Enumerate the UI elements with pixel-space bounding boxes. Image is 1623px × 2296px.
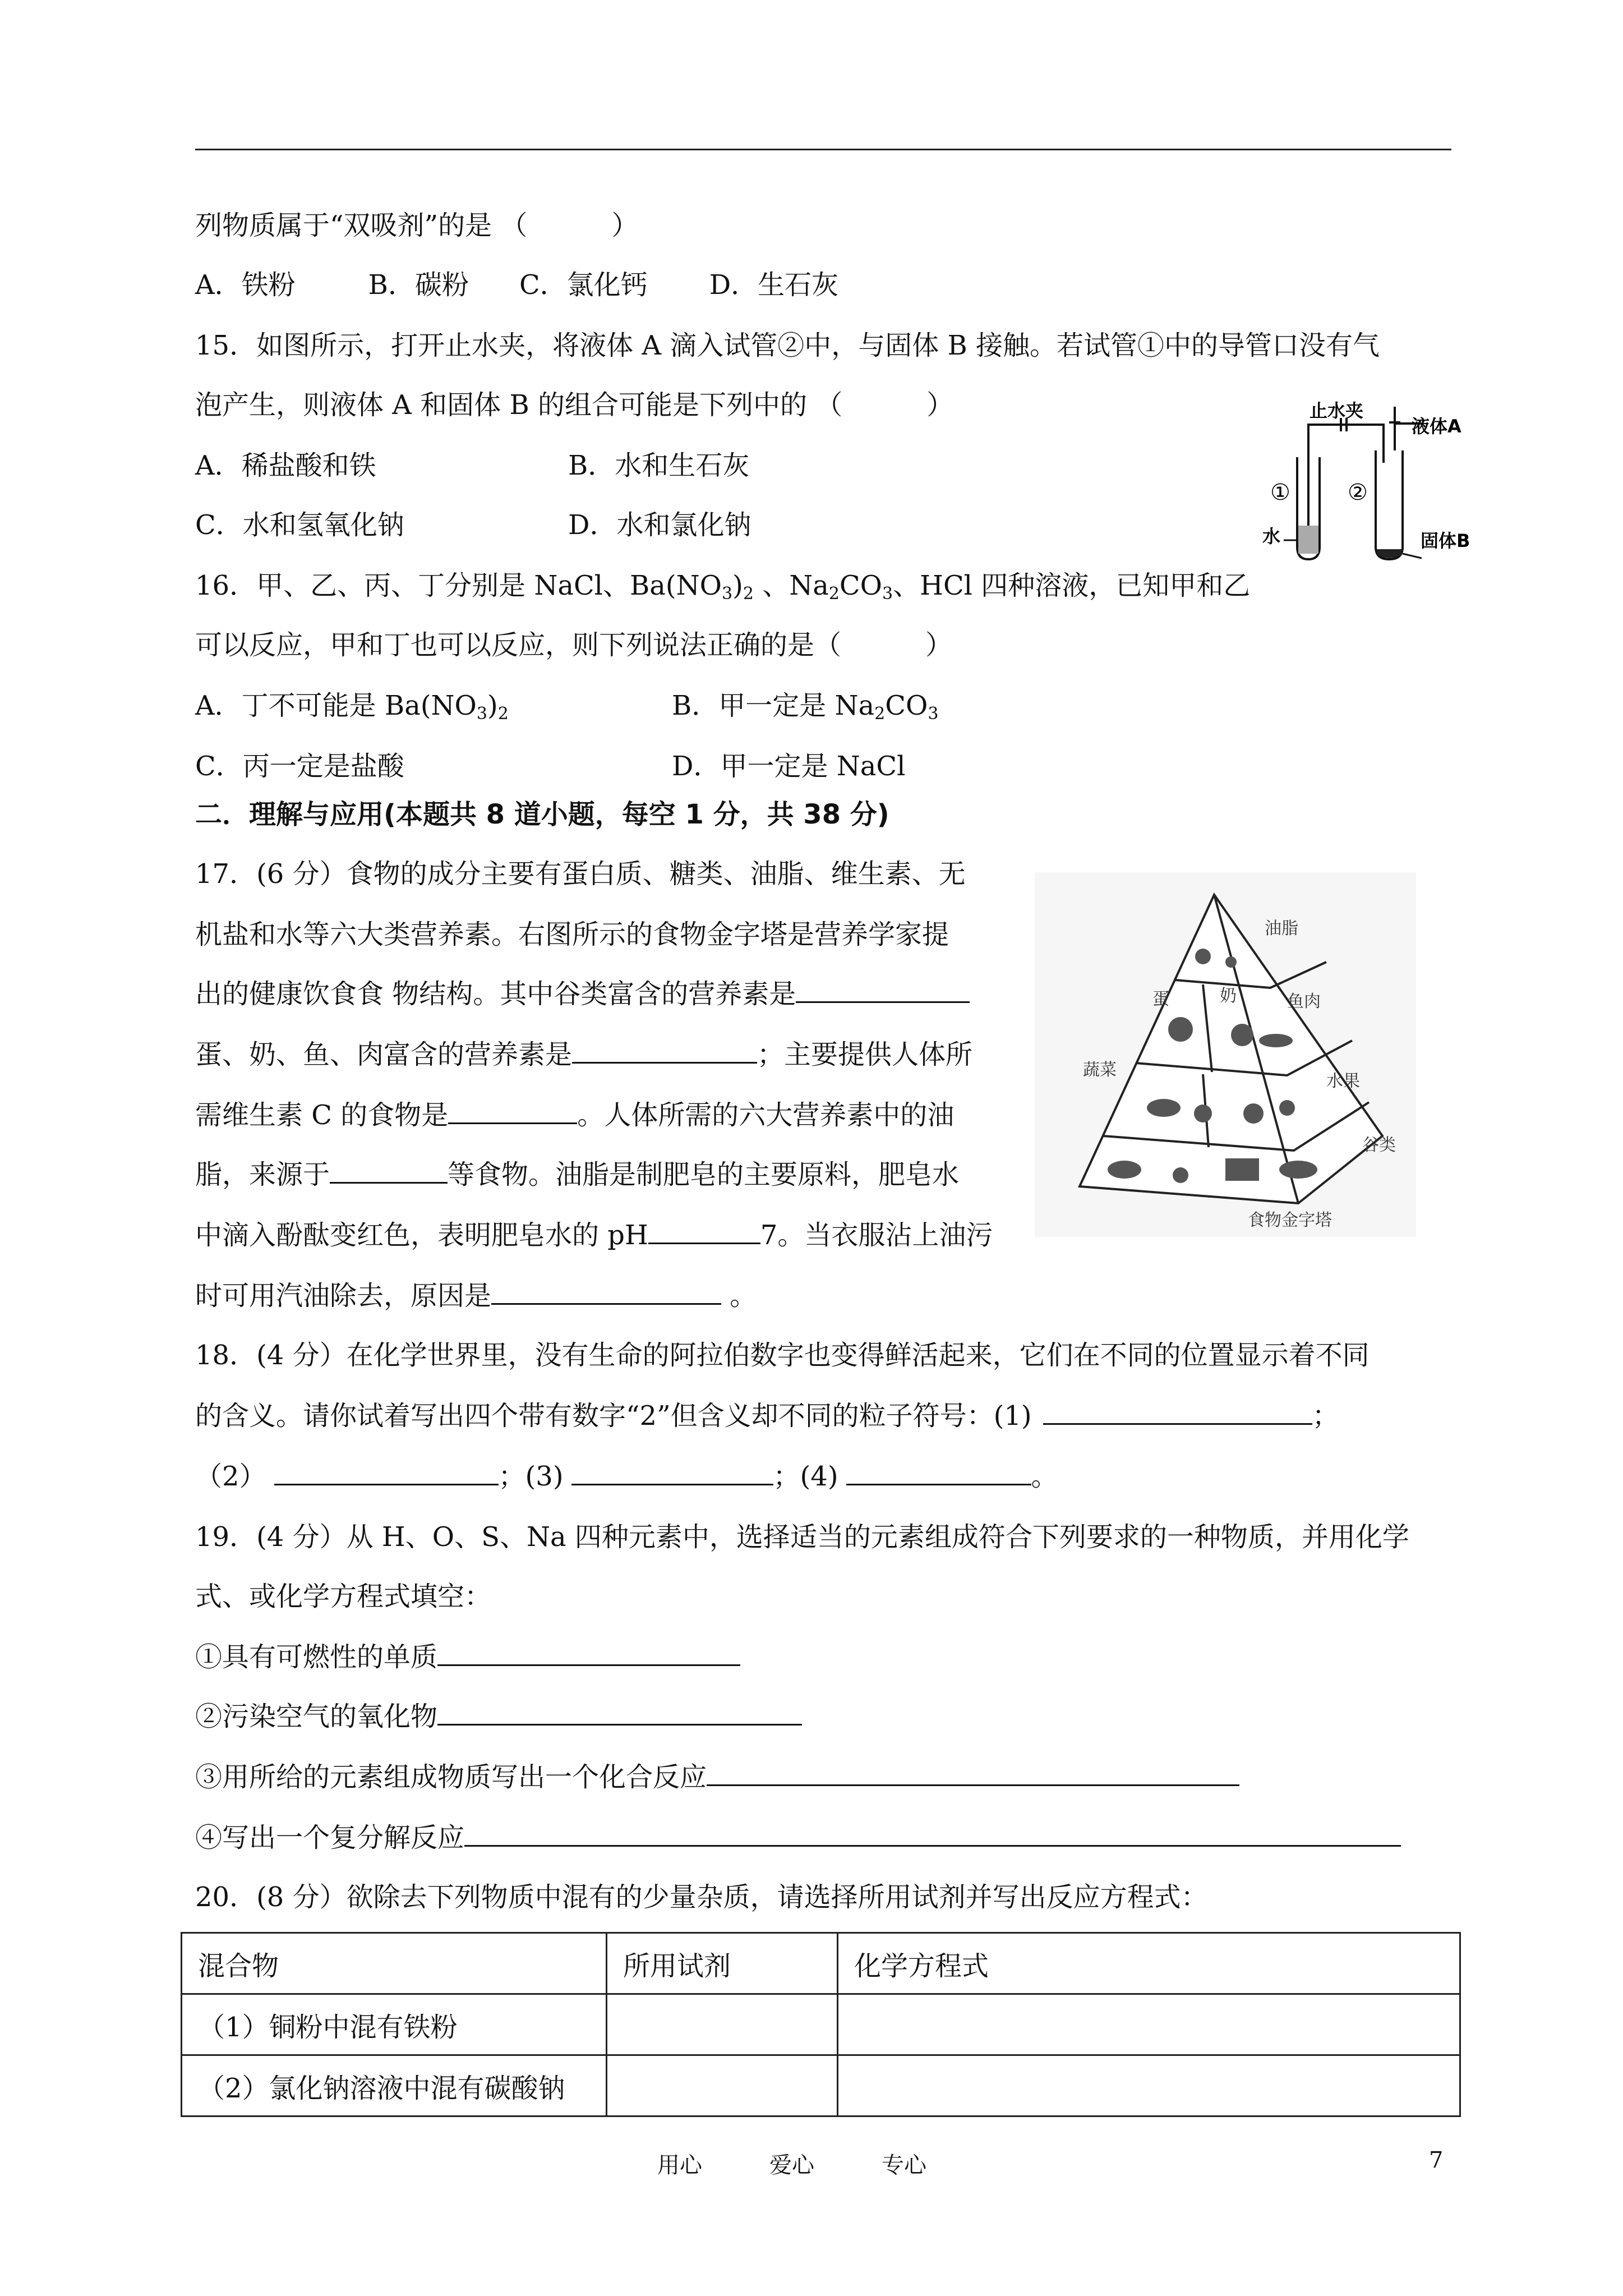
cell-reagent[interactable] bbox=[607, 1994, 838, 2055]
table-row bbox=[182, 2055, 1460, 2116]
answer-blank-pollutant[interactable] bbox=[437, 1700, 802, 1726]
q15-options-cd bbox=[195, 508, 751, 542]
q16-options-ab bbox=[195, 689, 938, 731]
test-tube-figure bbox=[1237, 395, 1472, 564]
option-d: D．水和氯化钠 bbox=[568, 509, 751, 541]
answer-blank-2[interactable] bbox=[274, 1460, 499, 1485]
cell-equation[interactable] bbox=[838, 2055, 1460, 2116]
option-c: C．丙一定是盐酸 bbox=[195, 751, 404, 782]
section-heading: 二．理解与应用(本题共 8 道小题，每空 1 分，共 38 分) bbox=[195, 799, 889, 830]
q14-tail: 列物质属于“双吸剂”的是 （ ） bbox=[195, 210, 639, 241]
option-a: A．丁不可能是 $Ba(NO_3)_2$ bbox=[195, 690, 509, 724]
q19-item3: ③用所给的元素组成物质写出一个化合反应 bbox=[195, 1760, 1239, 1794]
answer-blank-protein[interactable] bbox=[572, 1038, 757, 1064]
header-mixture: 混合物 bbox=[182, 1933, 607, 1994]
footer-motto-3: 专心 bbox=[882, 2152, 926, 2178]
q17-line7: 中滴入酚酞变红色，表明肥皂水的 pH 7。当衣服沾上油污 bbox=[195, 1220, 993, 1251]
tube2-label: ② bbox=[1348, 480, 1368, 505]
liquid-a-label: 液体A bbox=[1412, 416, 1461, 437]
answer-blank-combustible[interactable] bbox=[437, 1641, 740, 1666]
q18-line3: （2） ；(3) ；(4) 。 bbox=[195, 1461, 1058, 1492]
header-equation: 化学方程式 bbox=[838, 1933, 1460, 1994]
option-c: C．水和氢氧化钠 bbox=[195, 509, 404, 541]
table-header-row bbox=[182, 1933, 1460, 1994]
pyramid-label-grain: 谷类 bbox=[1362, 1135, 1396, 1155]
pyramid-label-fish: 鱼肉 bbox=[1287, 992, 1321, 1011]
q19-item1: ①具有可燃性的单质 bbox=[195, 1640, 740, 1674]
cell-mixture: （1）铜粉中混有铁粉 bbox=[182, 1994, 607, 2055]
q17-line1: 17．(6 分）食物的成分主要有蛋白质、糖类、油脂、维生素、无 bbox=[195, 858, 966, 890]
mixture-table bbox=[181, 1932, 1461, 2117]
footer-motto-1: 用心 bbox=[657, 2152, 702, 2178]
solid-b-label: 固体B bbox=[1421, 530, 1470, 551]
answer-blank-1[interactable] bbox=[1043, 1400, 1312, 1425]
answer-blank-ph[interactable] bbox=[648, 1219, 760, 1244]
q19-line1: 19．(4 分）从 H、O、S、Na 四种元素中，选择适当的元素组成符合下列要求的一种物质，并用化学 bbox=[195, 1521, 1409, 1553]
clamp-label: 止水夹 bbox=[1310, 400, 1364, 421]
answer-blank-reason[interactable] bbox=[491, 1280, 721, 1305]
footer-motto-2: 爱心 bbox=[769, 2152, 814, 2178]
answer-blank-vitamin-c[interactable] bbox=[448, 1099, 577, 1124]
water-label: 水 bbox=[1262, 526, 1281, 547]
answer-blank-combination[interactable] bbox=[707, 1761, 1239, 1786]
q20-intro: 20．(8 分）欲除去下列物质中混有的少量杂质，请选择所用试剂并写出反应方程式： bbox=[195, 1881, 1208, 1913]
q16-options-cd bbox=[195, 749, 905, 783]
option-b: B．水和生石灰 bbox=[568, 450, 750, 481]
q17-line5: 需维生素 C 的食物是 。人体所需的六大营养素中的油 bbox=[195, 1099, 955, 1131]
pyramid-label-milk: 奶 bbox=[1220, 986, 1237, 1006]
q18-line2: 的含义。请你试着写出四个带有数字“2”但含义却不同的粒子符号：(1) ； bbox=[195, 1400, 1339, 1432]
option-a: A．稀盐酸和铁 bbox=[195, 450, 376, 481]
q17-line4: 蛋、奶、鱼、肉富含的营养素是 ；主要提供人体所 bbox=[195, 1039, 973, 1070]
q16-line1: 16．甲、乙、丙、丁分别是 NaCl、$Ba(NO_3)_2$ 、$Na_2CO_3$、HCl 四种溶液，已知甲和乙 bbox=[195, 570, 1251, 604]
q15-line1: 15．如图所示，打开止水夹，将液体 A 滴入试管②中，与固体 B 接触。若试管①中的导管口没有气 bbox=[195, 330, 1380, 361]
option-d: D．甲一定是 NaCl bbox=[672, 751, 906, 782]
option-d: D．生石灰 bbox=[709, 269, 839, 301]
cell-reagent[interactable] bbox=[607, 2055, 838, 2116]
table-row bbox=[182, 1994, 1460, 2055]
pyramid-label-fruit: 水果 bbox=[1326, 1071, 1360, 1091]
tube1-label: ① bbox=[1270, 480, 1290, 505]
option-b: B．甲一定是 $Na_2CO_3$ bbox=[672, 690, 939, 724]
q15-line2: 泡产生，则液体 A 和固体 B 的组合可能是下列中的 （ ） bbox=[195, 389, 954, 421]
header-reagent: 所用试剂 bbox=[607, 1933, 838, 1994]
option-b: B．碳粉 bbox=[368, 269, 469, 301]
q15-options-ab bbox=[195, 449, 749, 482]
page-number: 7 bbox=[1429, 2147, 1444, 2173]
q17-line2: 机盐和水等六大类营养素。右图所示的食物金字塔是营养学家提 bbox=[195, 919, 949, 950]
q17-line6: 脂，来源于 等食物。油脂是制肥皂的主要原料，肥皂水 bbox=[195, 1159, 960, 1190]
answer-blank-grain[interactable] bbox=[796, 978, 970, 1003]
q14-options bbox=[195, 268, 838, 302]
q17-line3: 出的健康饮食食 物结构。其中谷类富含的营养素是 bbox=[195, 977, 970, 1011]
option-c: C．氯化钙 bbox=[519, 269, 648, 301]
q19-line2: 式、或化学方程式填空： bbox=[195, 1581, 492, 1612]
q19-item4: ④写出一个复分解反应 bbox=[195, 1821, 1401, 1855]
pyramid-label-veg: 蔬菜 bbox=[1083, 1060, 1117, 1080]
q16-line2: 可以反应，甲和丁也可以反应，则下列说法正确的是（ ） bbox=[195, 629, 953, 661]
option-a: A．铁粉 bbox=[195, 269, 296, 301]
q19-item2: ②污染空气的氧化物 bbox=[195, 1700, 802, 1733]
answer-blank-oil-source[interactable] bbox=[330, 1158, 448, 1184]
header-rule bbox=[195, 149, 1451, 150]
pyramid-label-egg: 蛋 bbox=[1152, 990, 1169, 1009]
cell-equation[interactable] bbox=[838, 1994, 1460, 2055]
answer-blank-3[interactable] bbox=[571, 1460, 773, 1485]
cell-mixture: （2）氯化钠溶液中混有碳酸钠 bbox=[182, 2055, 607, 2116]
q17-line8: 时可用汽油除去，原因是 。 bbox=[195, 1280, 757, 1312]
food-pyramid-figure bbox=[1035, 872, 1416, 1237]
answer-blank-4[interactable] bbox=[846, 1460, 1031, 1485]
q18-line1: 18．(4 分）在化学世界里，没有生命的阿拉伯数字也变得鲜活起来，它们在不同的位置显示着不同 bbox=[195, 1340, 1370, 1371]
answer-blank-double-decomposition[interactable] bbox=[464, 1821, 1401, 1847]
pyramid-caption: 食物金字塔 bbox=[1248, 1211, 1332, 1230]
pyramid-label-oil: 油脂 bbox=[1265, 919, 1298, 938]
